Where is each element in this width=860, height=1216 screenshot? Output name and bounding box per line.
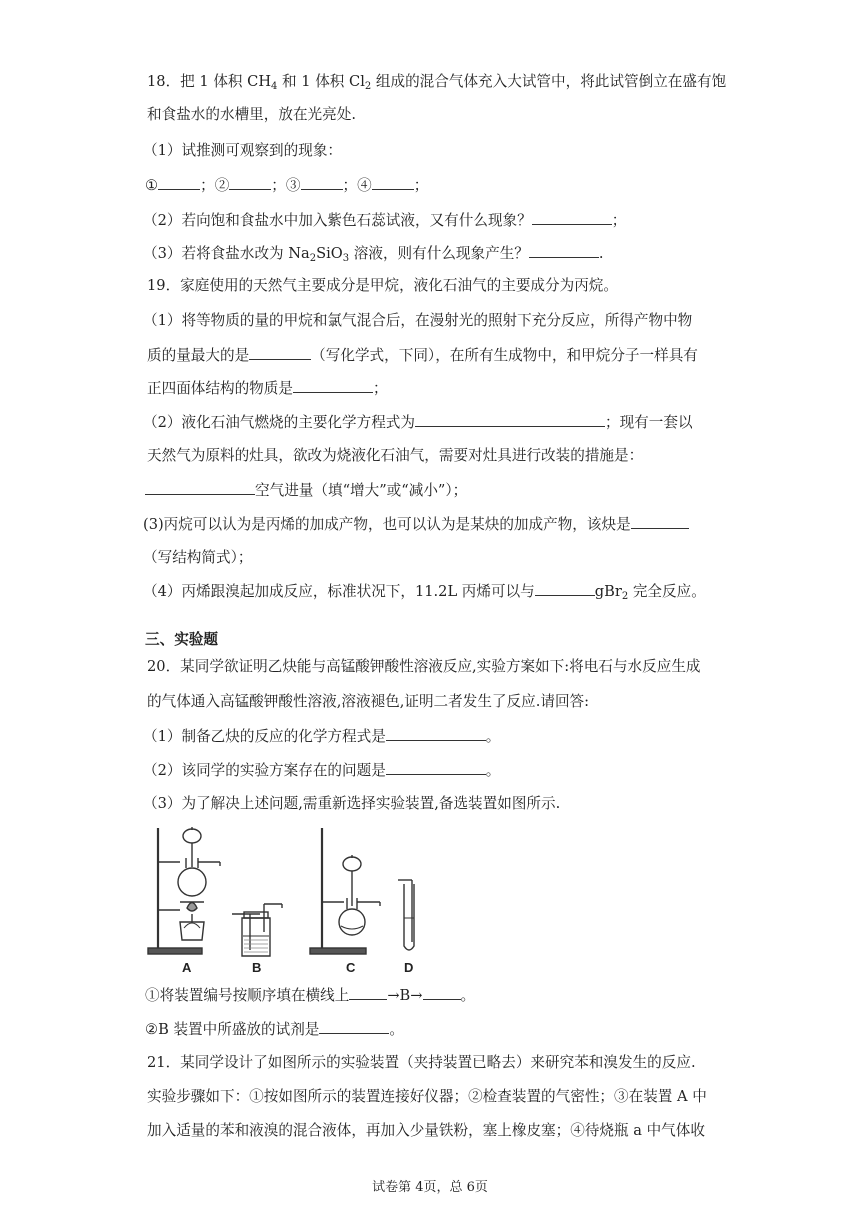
answer-blank[interactable] xyxy=(386,760,486,775)
q20-part3: （3）为了解决上述问题,需重新选择实验装置,备选装置如图所示. xyxy=(143,795,561,812)
answer-blank[interactable] xyxy=(319,1019,389,1034)
q19-part3-line1: (3)丙烷可以认为是丙烯的加成产物，也可以认为是某炔的加成产物，该炔是 xyxy=(143,514,689,535)
apparatus-figure xyxy=(140,822,450,978)
label-c: C xyxy=(346,960,356,975)
q21-line1: 21．某同学设计了如图所示的实验装置（夹持装置已略去）来研究苯和溴发生的反应. xyxy=(147,1054,696,1071)
answer-blank[interactable] xyxy=(535,581,595,596)
q18-part1: （1）试推测可观察到的现象： xyxy=(143,142,343,159)
q20-subpart1: ①将装置编号按顺序填在横线上 →B→ 。 xyxy=(145,987,476,1004)
q20-line1: 20．某同学欲证明乙炔能与高锰酸钾酸性溶液反应,实验方案如下:将电石与水反应生成 xyxy=(147,658,701,675)
answer-blank[interactable] xyxy=(158,175,200,190)
q19-part2-line2: 天然气为原料的灶具，欲改为烧液化石油气，需要对灶具进行改装的措施是： xyxy=(147,447,644,464)
answer-blank[interactable] xyxy=(386,726,486,741)
q19-part3-line2: （写结构简式）； xyxy=(143,549,253,566)
apparatus-b xyxy=(232,904,282,956)
apparatus-a xyxy=(148,827,220,954)
q20-part1: （1）制备乙炔的反应的化学方程式是 。 xyxy=(143,728,501,745)
q18-part2: （2）若向饱和食盐水中加入紫色石蕊试液，又有什么现象？ ； xyxy=(143,212,627,229)
answer-blank[interactable] xyxy=(415,412,605,427)
q19-line1: 19．家庭使用的天然气主要成分是甲烷，液化石油气的主要成分为丙烷。 xyxy=(147,277,618,294)
q19-part4: （4）丙烯跟溴起加成反应，标准状况下，11.2L 丙烯可以与 gBr$_2$ 完全反应。 xyxy=(143,583,706,602)
answer-blank[interactable] xyxy=(249,345,311,360)
answer-blank[interactable] xyxy=(301,175,343,190)
answer-blank[interactable] xyxy=(145,480,255,495)
answer-blank[interactable] xyxy=(532,210,612,225)
answer-blank[interactable] xyxy=(229,175,271,190)
answer-blank[interactable] xyxy=(423,985,461,1000)
answer-blank[interactable] xyxy=(372,175,414,190)
label-b: B xyxy=(252,960,262,975)
answer-blank[interactable] xyxy=(631,514,689,529)
label-d: D xyxy=(404,960,414,975)
q21-line2: 实验步骤如下：①按如图所示的装置连接好仪器；②检查装置的气密性；③在装置 A 中 xyxy=(147,1088,707,1105)
q20-part2: （2）该同学的实验方案存在的问题是 。 xyxy=(143,762,501,779)
answer-blank[interactable] xyxy=(529,243,599,258)
page-footer: 试卷第 4页，总 6页 xyxy=(372,1180,488,1195)
section-heading: 三、实验题 xyxy=(145,631,218,648)
q19-part1-line1: （1）将等物质的量的甲烷和氯气混合后，在漫射光的照射下充分反应，所得产物中物 xyxy=(143,312,693,329)
q18-line2: 和食盐水的水槽里，放在光亮处. xyxy=(147,106,356,123)
apparatus-d xyxy=(398,880,414,950)
q18-part3: （3）若将食盐水改为 $Na_2SiO_3$ 溶液，则有什么现象产生？ . xyxy=(143,245,604,264)
q20-line2: 的气体通入高锰酸钾酸性溶液,溶液褪色,证明二者发生了反应.请回答: xyxy=(147,693,590,710)
apparatus-c xyxy=(310,828,380,954)
q21-line3: 加入适量的苯和液溴的混合液体，再加入少量铁粉，塞上橡皮塞；④待烧瓶 a 中气体收 xyxy=(147,1122,705,1139)
q19-part1-line3: 正四面体结构的物质是 ； xyxy=(147,380,388,397)
q18-line1: 18．把 1 体积 $CH_4$ 和 1 体积 $Cl_2$ 组成的混合气体充入大试管中，将此试管倒立在盛有饱 xyxy=(147,73,727,92)
q19-part1-line2: 质的量最大的是 （写化学式，下同），在所有生成物中，和甲烷分子一样具有 xyxy=(147,347,698,364)
label-a: A xyxy=(182,960,192,975)
answer-blank[interactable] xyxy=(349,985,387,1000)
q19-part2-line1: （2）液化石油气燃烧的主要化学方程式为 ；现有一套以 xyxy=(143,414,693,431)
answer-blank[interactable] xyxy=(293,378,373,393)
q20-subpart2: ②B 装置中所盛放的试剂是 。 xyxy=(145,1021,404,1038)
q19-part2-line3: 空气进量（填“增大”或“减小”）； xyxy=(145,480,467,501)
q18-observation-blanks: ① ；② ；③ ；④ ； xyxy=(145,177,429,194)
